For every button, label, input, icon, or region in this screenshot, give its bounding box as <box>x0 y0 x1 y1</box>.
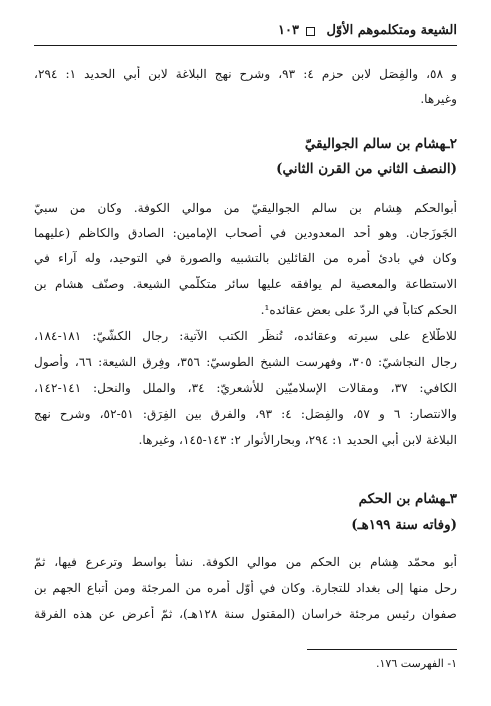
footnote: ١- الفهرست ١٧٦. <box>376 657 457 670</box>
section3-line-3: صفوان رئيس مرجئة خراسان (المقتول سنة ١٢٨هـ)، ثمّ أعرض عن هذه الفرقة <box>34 607 457 621</box>
section2-line-8: الكافي: ٣٧، ومقالات الإسلاميّين للأشعريّ: ٣٤، والملل والنحل: ١٤١-١٤٢، <box>34 381 457 395</box>
page-number: ١٠٣ <box>278 23 299 38</box>
section3-subheading: (وفاته سنة ١٩٩هـ) <box>351 517 457 533</box>
section2-line-1: أبوالحكم هِشام بن سالم الجواليقيّ من موالي الكوفة. وكان من سبيّ <box>34 201 457 215</box>
header-title: الشيعة ومتكلموهم الأوّل <box>326 23 457 38</box>
section3-heading: ٣ـهشام بن الحكم <box>358 491 457 507</box>
footnote-rule <box>307 649 457 650</box>
section2-line-3: وكان في بادئ أمره من القائلين بالتشبيه والصورة في التوحيد، وله آراء في <box>34 251 457 265</box>
section3-line-1: أبو محمّد هِشام بن الحكم من موالي الكوفة. نشأ بواسط وترعرع فيها، ثمّ <box>34 555 457 569</box>
section2-heading: ٢ـهشام بن سالم الجواليقيّ <box>304 136 457 152</box>
section2-line-5: الحكم كتاباً في الردّ على بعض عقائده¹. <box>260 303 457 317</box>
section2-line-4: الاستطاعة والمعصية لم يوافقه عليها سائر متكلّمي الشيعة. وصنّف هشام بن <box>34 277 457 291</box>
intro-line-2: وغيرها. <box>420 92 457 106</box>
section2-line-10: البلاغة لابن أبي الحديد ١: ٢٩٤، وبحارالأنوار ٢: ١٤٣-١٤٥، وغيرها. <box>138 433 457 447</box>
section2-line-2: الجَوزَجان. وهو أحد المعدودين في أصحاب الإمامين: الصادق والكاظم (عليهما <box>34 226 457 240</box>
intro-line-1: و ٥٨، والفِصَل لابن حزم ٤: ٩٣، وشرح نهج البلاغة لابن أبي الحديد ١: ٢٩٤، <box>34 67 457 81</box>
header-box-icon <box>306 27 315 36</box>
section2-subheading: (النصف الثاني من القرن الثاني) <box>276 161 457 177</box>
section2-line-7: رجال النجاشيّ: ٣٠٥، وفهرست الشيخ الطوسيّ: ٣٥٦، وفِرق الشيعة: ٦٦، وأُصول <box>34 355 457 369</box>
section2-line-6: للاطّلاع على سيرته وعقائده، تُنظَر الكتب الآتية: رجال الكشّيّ: ١٨١-١٨٤، <box>34 329 457 343</box>
section2-line-9: والانتصار: ٦ و ٥٧، والفِصَل: ٤: ٩٣، والفرق بين الفِرَق: ٥١-٥٢، وشرح نهج <box>34 407 457 421</box>
page-header <box>34 18 457 46</box>
header-rule <box>34 45 457 46</box>
section3-line-2: رحل منها إلى بغداد للتجارة. وكان في أوّل أمره من المرجئة ومن أتباع الجهم بن <box>34 581 457 595</box>
